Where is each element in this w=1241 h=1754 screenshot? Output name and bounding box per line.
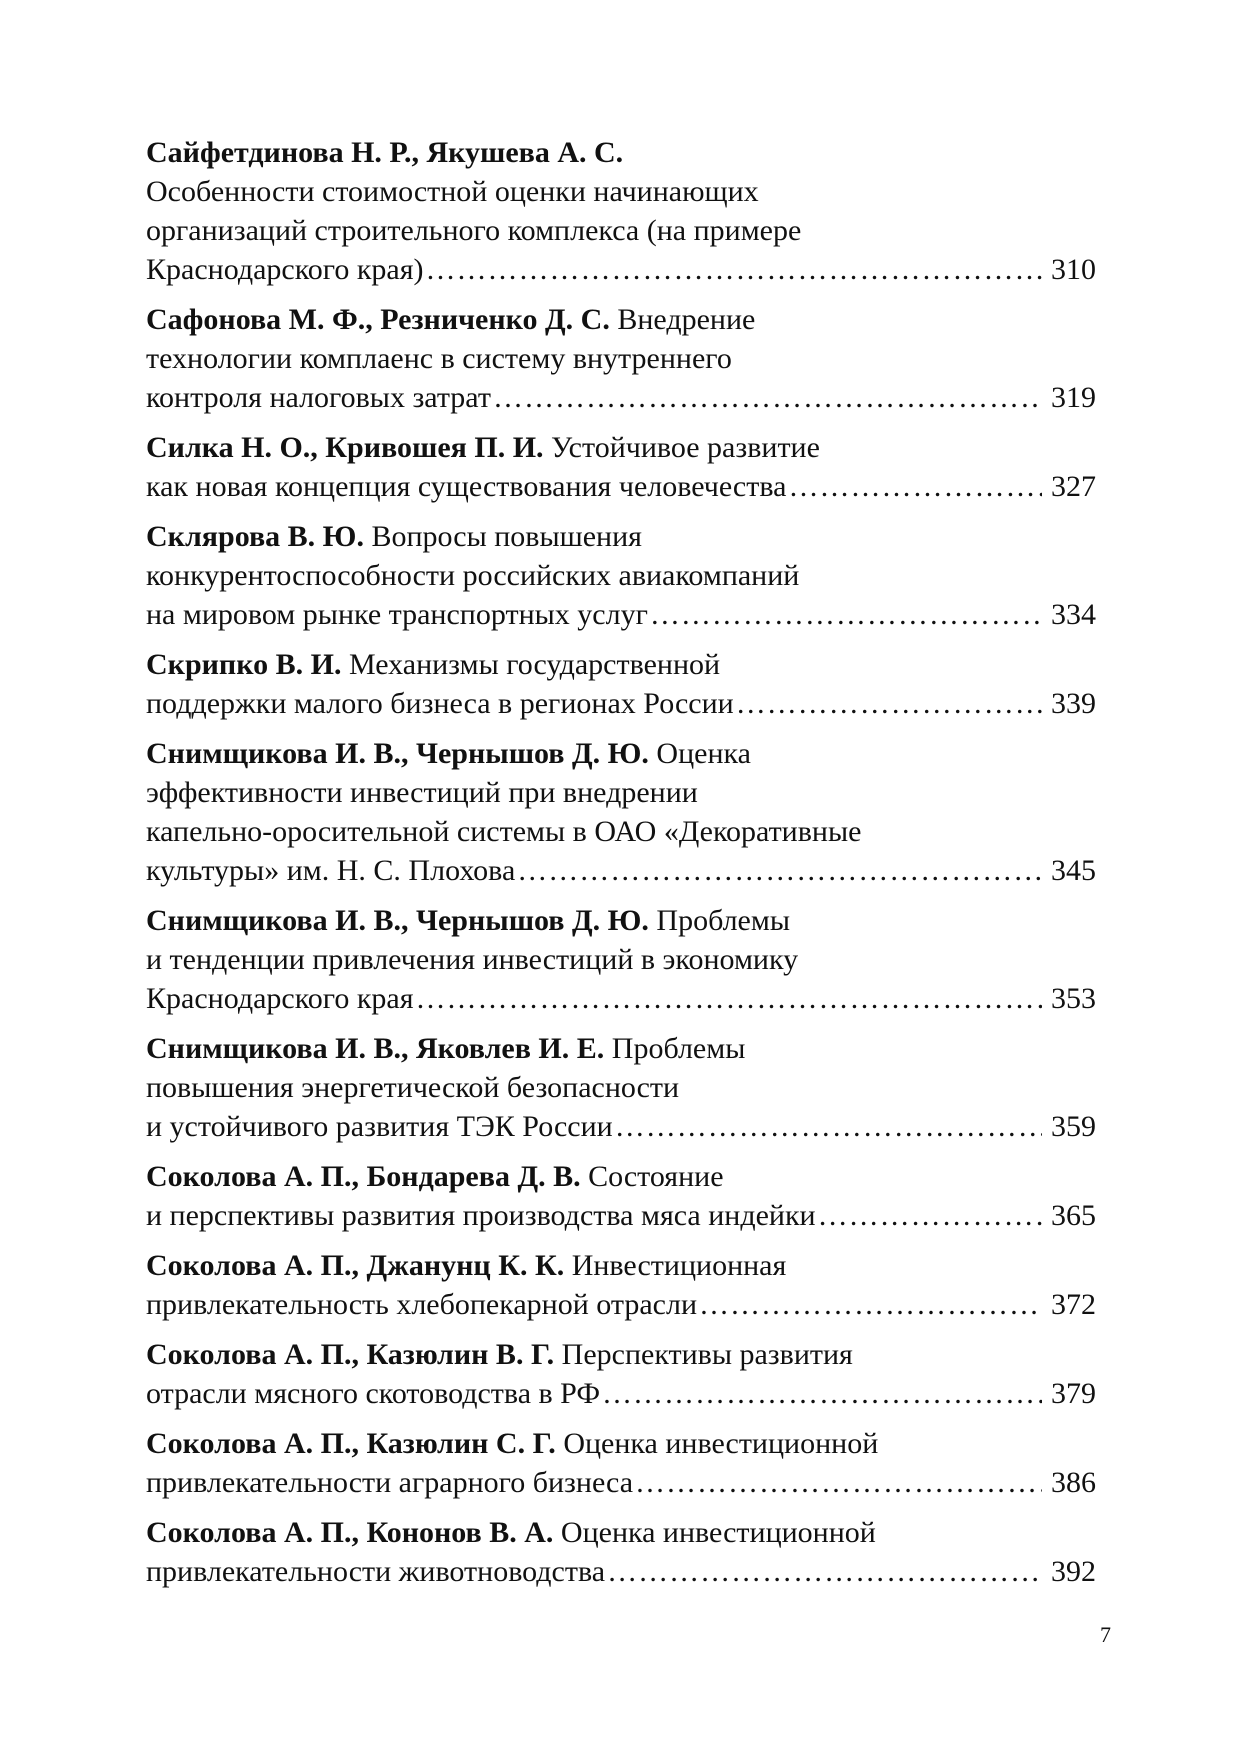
toc-entry[interactable] [146,517,1096,634]
toc-entry-page-number: 319 [1051,381,1096,414]
toc-entry-title-line: повышения энергетической безопасности [146,1071,680,1104]
toc-entry-page-number: 386 [1051,1466,1096,1499]
toc-entry-first-line [146,734,1096,773]
toc-entry-authors: Силка Н. О., Кривошея П. И. [146,431,544,464]
toc-entry[interactable] [146,300,1096,417]
toc-entry-page-number: 353 [1051,982,1096,1015]
toc-entry-title-end: отрасли мясного скотоводства в РФ [146,1377,601,1410]
toc-entry-authors: Соколова А. П., Джанунц К. К. [146,1249,565,1282]
toc-entry-last-line [146,1374,1096,1413]
toc-entry-title-end: привлекательность хлебопекарной отрасли [146,1288,698,1321]
toc-entry-title: Устойчивое развитие [543,431,820,464]
toc-entry-title: Механизмы государственной [341,648,721,681]
toc-entry-first-line [146,1513,1096,1552]
toc-entry-last-line [146,595,1096,634]
dot-leader [493,378,1042,417]
toc-entry-title-end: поддержки малого бизнеса в регионах России [146,687,734,720]
dot-leader [517,851,1042,890]
toc-entry-last-line [146,1107,1096,1146]
toc-entry-first-line [146,517,1096,556]
dot-leader [650,595,1042,634]
toc-entry-title: Проблемы [604,1032,746,1065]
toc-entry-title-line: конкурентоспособности российских авиакомпаний [146,559,800,592]
toc-entry[interactable] [146,1335,1096,1413]
toc-entry-last-line [146,1285,1096,1324]
toc-entry-last-line [146,1463,1096,1502]
toc-entry-last-line [146,467,1096,506]
dot-leader [736,684,1042,723]
toc-entry[interactable] [146,1246,1096,1324]
toc-entry[interactable] [146,133,1096,289]
toc-entry-title: Оценка [648,737,751,770]
dot-leader [602,1374,1042,1413]
toc-entry-authors: Соколова А. П., Бондарева Д. В. [146,1160,581,1193]
toc-entry-page-number: 310 [1051,253,1096,286]
toc-entry-last-line [146,851,1096,890]
table-of-contents [146,133,1096,1602]
toc-entry-title: Оценка инвестиционной [553,1516,876,1549]
toc-entry-page-number: 359 [1051,1110,1096,1143]
toc-entry-first-line [146,1157,1096,1196]
toc-entry-first-line [146,1335,1096,1374]
toc-entry[interactable] [146,1157,1096,1235]
toc-entry-title: Инвестиционная [564,1249,787,1282]
page-number: 7 [1100,1622,1111,1647]
toc-entry-title-line: эффективности инвестиций при внедрении [146,776,698,809]
toc-entry-title-line: технологии комплаенс в систему внутреннего [146,342,732,375]
dot-leader [615,1107,1042,1146]
toc-entry[interactable] [146,734,1096,890]
toc-entry-title-end: культуры» им. Н. С. Плохова [146,854,516,887]
toc-entry[interactable] [146,1029,1096,1146]
toc-entry-title-end: на мировом рынке транспортных услуг [146,598,648,631]
toc-entry-page-number: 372 [1051,1288,1096,1321]
toc-entry-title-line: Особенности стоимостной оценки начинающих [146,175,759,208]
toc-entry-title-end: Краснодарского края) [146,253,424,286]
toc-entry-last-line [146,979,1096,1018]
dot-leader [426,250,1042,289]
toc-entry-page-number: 365 [1051,1199,1096,1232]
toc-entry-title-end: контроля налоговых затрат [146,381,491,414]
toc-entry[interactable] [146,645,1096,723]
toc-entry-title-end: Краснодарского края [146,982,414,1015]
toc-entry-authors: Склярова В. Ю. [146,520,364,553]
toc-entry-authors: Снимщикова И. В., Чернышов Д. Ю. [146,904,649,937]
toc-entry-first-line [146,428,1096,467]
toc-entry-last-line [146,684,1096,723]
toc-entry-authors: Снимщикова И. В., Чернышов Д. Ю. [146,737,649,770]
toc-entry-title-line: и тенденции привлечения инвестиций в экономику [146,943,799,976]
toc-entry-last-line [146,250,1096,289]
toc-entry-first-line [146,901,1096,940]
toc-entry-first-line [146,300,1096,339]
toc-entry-title: Состояние [580,1160,724,1193]
toc-entry[interactable] [146,901,1096,1018]
toc-entry-page-number: 339 [1051,687,1096,720]
toc-entry-last-line [146,1552,1096,1591]
toc-entry-title-end: как новая концепция существования человечества [146,470,787,503]
toc-entry-title-end: и перспективы развития производства мяса индейки [146,1199,816,1232]
toc-entry-authors: Скрипко В. И. [146,648,342,681]
toc-entry-title-end: и устойчивого развития ТЭК России [146,1110,613,1143]
dot-leader [788,467,1042,506]
dot-leader [635,1463,1042,1502]
toc-entry-title-line: капельно-оросительной системы в ОАО «Декоративные [146,815,862,848]
toc-entry-page-number: 327 [1051,470,1096,503]
toc-entry-first-line [146,1424,1096,1463]
toc-entry-page-number: 345 [1051,854,1096,887]
toc-entry-title: Перспективы развития [554,1338,853,1371]
dot-leader [818,1196,1042,1235]
toc-entry-authors: Сафонова М. Ф., Резниченко Д. С. [146,303,610,336]
dot-leader [416,979,1042,1018]
toc-entry-authors: Соколова А. П., Казюлин В. Г. [146,1338,555,1371]
toc-entry-title: Оценка инвестиционной [555,1427,879,1460]
dot-leader [699,1285,1042,1324]
toc-entry-title: Вопросы повышения [363,520,642,553]
toc-entry-first-line [146,1246,1096,1285]
toc-entry-authors: Соколова А. П., Кононов В. А. [146,1516,554,1549]
toc-entry[interactable] [146,1513,1096,1591]
toc-entry-title: Проблемы [648,904,791,937]
toc-entry[interactable] [146,1424,1096,1502]
toc-entry-page-number: 334 [1051,598,1096,631]
toc-entry-authors: Снимщикова И. В., Яковлев И. Е. [146,1032,605,1065]
dot-leader [607,1552,1042,1591]
toc-entry-authors: Сайфетдинова Н. Р., Якушева А. С. [146,136,624,169]
toc-entry-page-number: 379 [1051,1377,1096,1410]
toc-entry-page-number: 392 [1051,1555,1096,1588]
toc-entry-first-line [146,133,1096,172]
toc-entry-title-end: привлекательности аграрного бизнеса [146,1466,634,1499]
toc-entry-first-line [146,1029,1096,1068]
toc-entry-title-end: привлекательности животноводства [146,1555,606,1588]
toc-entry-last-line [146,1196,1096,1235]
toc-entry[interactable] [146,428,1096,506]
toc-entry-title-line: организаций строительного комплекса (на примере [146,214,802,247]
toc-entry-first-line [146,645,1096,684]
toc-entry-authors: Соколова А. П., Казюлин С. Г. [146,1427,556,1460]
toc-entry-last-line [146,378,1096,417]
toc-entry-title: Внедрение [609,303,756,336]
